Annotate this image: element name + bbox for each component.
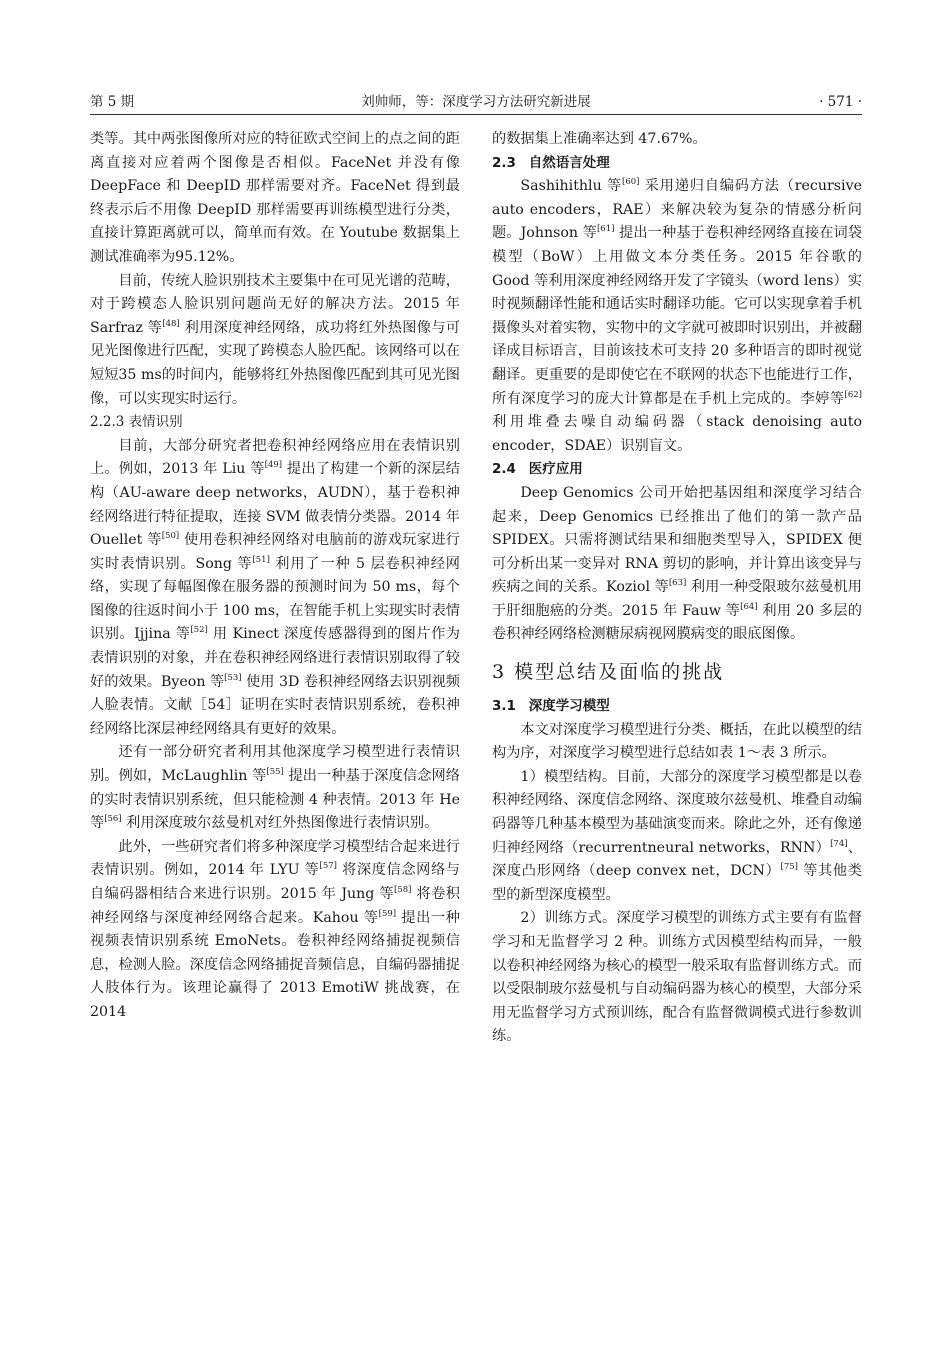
section-number: 3.1 bbox=[492, 698, 516, 715]
page-number: · 571 · bbox=[819, 94, 862, 110]
section-title: 医疗应用 bbox=[528, 461, 583, 478]
subsection-heading: 2.2.3 表情识别 bbox=[90, 414, 183, 431]
citation-ref: [62] bbox=[844, 389, 862, 400]
citation-ref: [61] bbox=[596, 224, 615, 235]
citation-ref: [58] bbox=[394, 885, 412, 895]
section-heading bbox=[492, 458, 862, 482]
citation-ref: [52] bbox=[190, 625, 208, 636]
section-heading bbox=[492, 152, 862, 176]
right-column bbox=[492, 128, 862, 1049]
paragraph: Deep Genomics 公司开始把基因组和深度学习结合起来，Deep Genomics 已经推出了他们的第一款产品 SPIDEX。只需将测试结果和细胞类型导入，SPIDEX 便可分析出某一变异对 RNA 剪切的影响，并计算出该变异与疾病之间的关系。Koziol 等[63] 利用一种受限玻尔兹曼机用于肝细胞癌的分类。2015 年 Fauw 等[64] 利用 20 多层的卷积神经网络检测糖尿病视网膜病变的眼底图像。 bbox=[492, 484, 862, 643]
citation-ref: [59] bbox=[378, 908, 397, 919]
left-column bbox=[90, 128, 460, 1025]
citation-ref: [56] bbox=[104, 814, 122, 825]
paragraph: 2）训练方式。深度学习模型的训练方式主要有有监督学习和无监督学习 2 种。训练方式因模型结构而异，一般以卷积神经网络为核心的模型一般采取有监督训练方式。而以受限制玻尔兹曼机与自动编码器为核心的模型，大部分采用无监督学习方式预训练，配合有监督微调模式进行参数训练。 bbox=[492, 910, 862, 1045]
chapter-heading: 3 模型总结及面临的挑战 bbox=[492, 661, 725, 684]
paragraph: 目前，大部分研究者把卷积神经网络应用在表情识别上。例如，2013 年 Liu 等[49] 提出了构建一个新的深层结构（AU-aware deep networks，AUDN），基于卷积神经网络进行特征提取，连接 SVM 做表情分类器。2014 年 Ouellet 等[50] 使用卷积神经网络对电脑前的游戏玩家进行实时表情识别。Song 等[51] 利用了一种 5 层卷积神经网络，实现了每幅图像在服务器的预测时间为 50 ms，每个图像的往返时间小于 100 ms，在智能手机上实现实时表情识别。Ijjina 等[52] 用 Kinect 深度传感器得到的图片作为表情识别的对象，并在卷积神经网络进行表情识别取得了较好的效果。Byeon 等[53] 使用 3D 卷积神经网络去识别视频人脸表情。文献［54］证明在实时表情识别系统，卷积神经网络比深层神经网络具有更好的效果。 bbox=[90, 437, 460, 737]
citation-ref: [51] bbox=[252, 554, 270, 565]
citation-ref: [55] bbox=[266, 767, 284, 778]
paragraph: Sashihithlu 等[60] 采用递归自编码方法（recursive auto encoders，RAE）来解决较为复杂的情感分析问题。Johnson 等[61] 提出一种基于卷积神经网络直接在词袋模型（BoW）上用做文本分类任务。2015 年谷歌的 Good 等利用深度神经网络开发了字镜头（word lens）实时视频翻译性能和通话实时翻译功能。它可以实现拿着手机摄像头对着实物，实物中的文字就可被即时识别出，并被翻译成目标语言，目前该技术可支持 20 多种语言的即时视觉翻译。更重要的是即使它在不联网的状态下也能进行工作，所有深度学习的庞大计算都是在手机上完成的。李婷等[62] 利用堆叠去噪自动编码器（stack denoising auto encoder，SDAE）识别盲文。 bbox=[492, 177, 862, 454]
citation-ref: [57] bbox=[319, 861, 337, 872]
citation-ref: [63] bbox=[668, 578, 687, 589]
section-number: 2.3 bbox=[492, 154, 516, 171]
running-header bbox=[90, 92, 862, 114]
citation-ref: [50] bbox=[161, 531, 180, 542]
paragraph: 1）模型结构。目前，大部分的深度学习模型都是以卷积神经网络、深度信念网络、深度玻尔兹曼机、堆叠自动编码器等几种基本模型为基础演变而来。除此之外，还有像递归神经网络（recurrentneural networks，RNN）[74]、深度凸形网络（deep convex net，DCN）[75] 等其他类型的新型深度模型。 bbox=[492, 768, 862, 903]
issue-number: 第 5 期 bbox=[90, 94, 135, 110]
citation-ref: [74] bbox=[830, 838, 848, 849]
section-number: 2.4 bbox=[492, 461, 516, 478]
paragraph: 类等。其中两张图像所对应的特征欧式空间上的点之间的距离直接对应着两个图像是否相似。FaceNet 并没有像 DeepFace 和 DeepID 那样需要对齐。FaceNet 得到最终表示后不用像 DeepID 那样需要再训练模型进行分类，直接计算距离就可以，简单而有效。在 Youtube 数据集上测试准确率为95.12%。 bbox=[90, 131, 460, 265]
section-title: 自然语言处理 bbox=[528, 154, 610, 171]
paragraph: 目前，传统人脸识别技术主要集中在可见光谱的范畴，对于跨模态人脸识别问题尚无好的解决方法。2015 年 Sarfraz 等[48] 利用深度神经网络，成功将红外热图像与可见光图像进行匹配，实现了跨模态人脸匹配。该网络可以在短短35 ms的时间内，能够将红外热图像匹配到其可见光图像，可以实现实时运行。 bbox=[90, 272, 461, 407]
citation-ref: [64] bbox=[740, 601, 758, 612]
citation-ref: [75] bbox=[780, 862, 798, 873]
header-rule bbox=[90, 114, 862, 115]
citation-ref: [49] bbox=[264, 460, 283, 471]
paragraph: 此外，一些研究者们将多种深度学习模型结合起来进行表情识别。例如，2014 年 LYU 等[57] 将深度信念网络与自编码器相结合来进行识别。2015 年 Jung 等[58] 将卷积神经网络与深度神经网络合起来。Kahou 等[59] 提出一种视频表情识别系统 EmoNets。卷积神经网络捕捉视频信息，检测人脸。深度信念网络捕捉音频信息，自编码器捕捉人肢体行为。该理论赢得了 2013 EmotiW 挑战赛，在 2014 bbox=[90, 838, 460, 1020]
section-title: 深度学习模型 bbox=[528, 698, 610, 715]
section-heading bbox=[492, 695, 862, 719]
paragraph: 还有一部分研究者利用其他深度学习模型进行表情识别。例如，McLaughlin 等[55] 提出一种基于深度信念网络的实时表情识别系统，但只能检测 4 种表情。2013 年 He 等[56] 利用深度玻尔兹曼机对红外热图像进行表情识别。 bbox=[90, 744, 460, 832]
citation-ref: [60] bbox=[622, 177, 640, 188]
citation-ref: [48] bbox=[162, 318, 180, 329]
running-title: 刘帅师，等：深度学习方法研究新进展 bbox=[361, 94, 591, 110]
citation-ref: [53] bbox=[224, 672, 242, 683]
paragraph: 的数据集上准确率达到 47.67%。 bbox=[492, 131, 707, 147]
paragraph: 本文对深度学习模型进行分类、概括，在此以模型的结构为序，对深度学习模型进行总结如表 1～表 3 所示。 bbox=[492, 721, 862, 762]
